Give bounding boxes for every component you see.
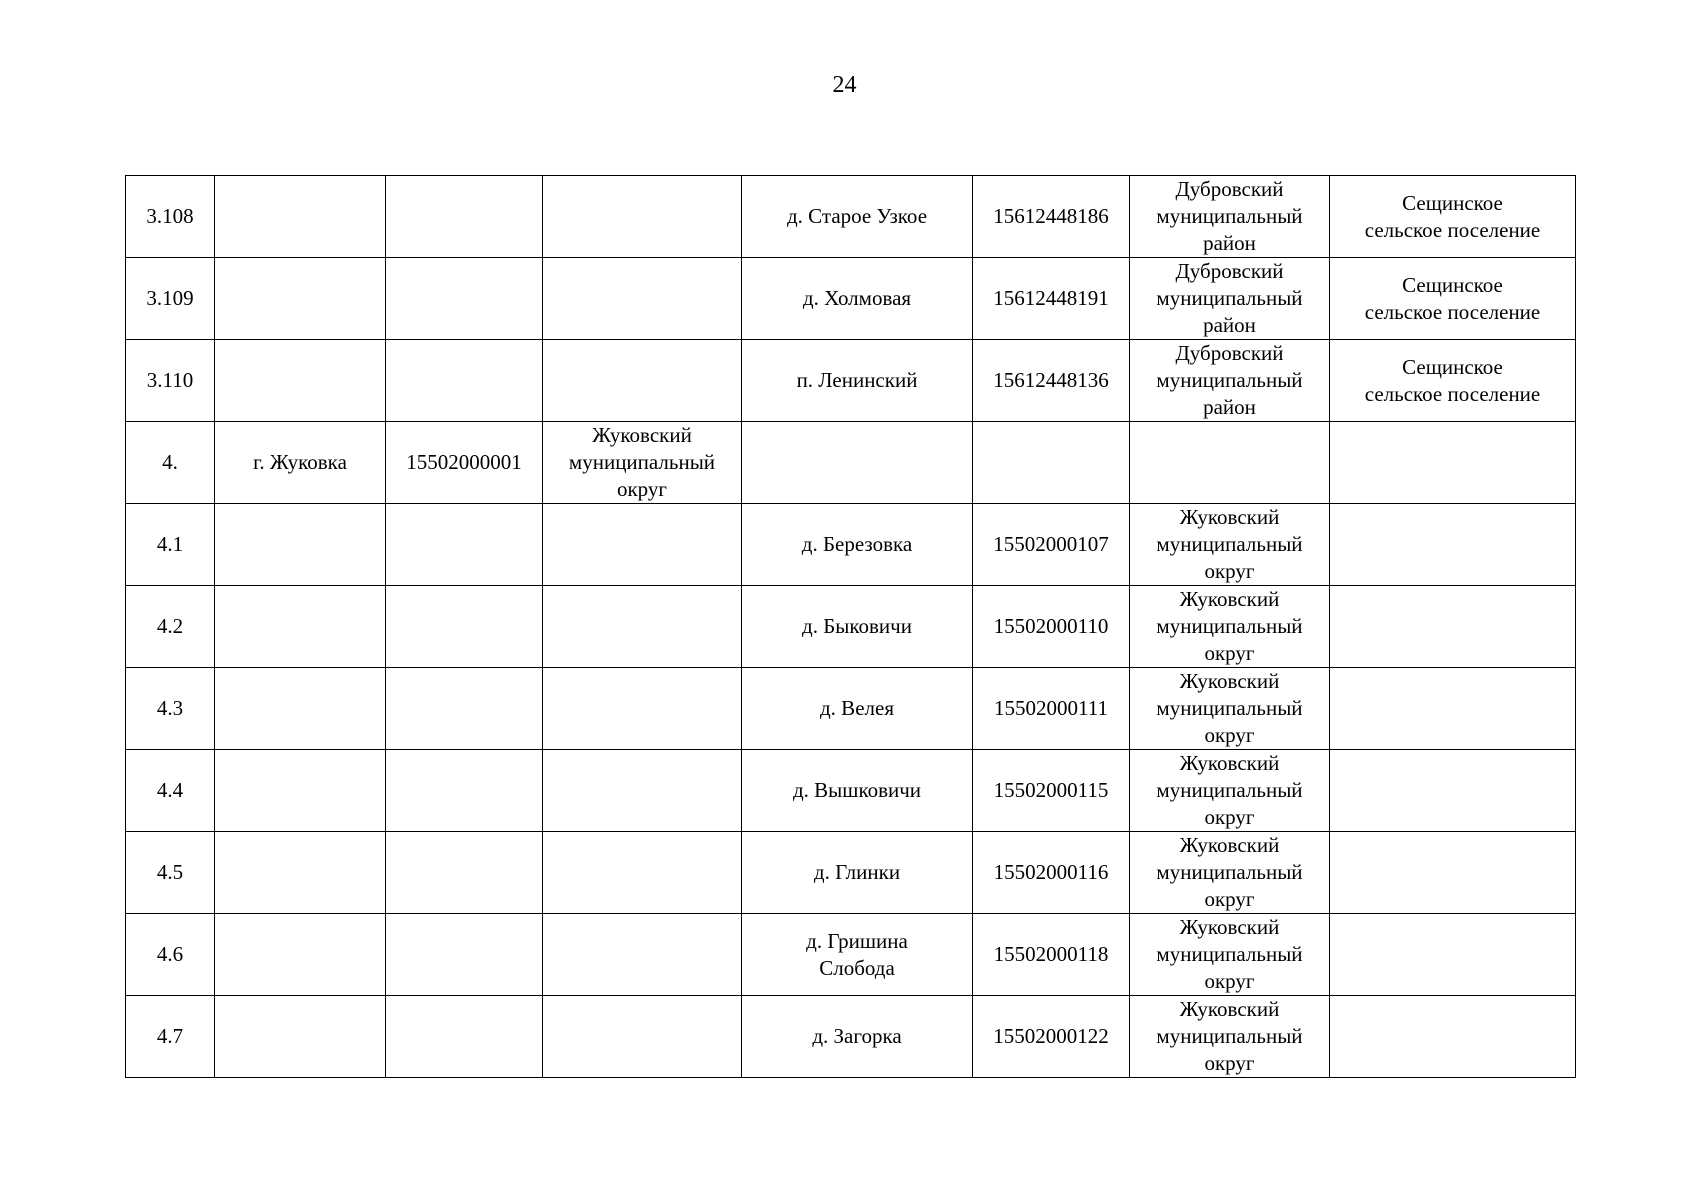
city-oktmo-cell: [386, 586, 543, 668]
rural-settlement-cell: [1330, 340, 1576, 422]
table-row: [126, 750, 1576, 832]
row-number-cell-text: 4.2: [156, 614, 184, 638]
municipality-cell: [1130, 832, 1330, 914]
city-municipality-cell: [543, 750, 742, 832]
city-municipality-cell: [543, 586, 742, 668]
city-oktmo-cell: [386, 832, 543, 914]
municipality-cell-text: Жуковский муниципальный округ: [1156, 669, 1303, 747]
city-municipality-cell: [543, 668, 742, 750]
rural-settlement-cell: [1330, 996, 1576, 1078]
oktmo-code-cell: [973, 258, 1130, 340]
municipality-cell-text: Жуковский муниципальный округ: [1156, 833, 1303, 911]
page-number: 24: [832, 72, 857, 98]
settlement-cell: [742, 422, 973, 504]
row-number-cell: [126, 176, 215, 258]
municipality-cell-text: Жуковский муниципальный округ: [1156, 505, 1303, 583]
settlement-cell: [742, 832, 973, 914]
settlement-cell-text: д. Вышковичи: [792, 778, 922, 802]
city-cell: [215, 422, 386, 504]
rural-settlement-cell: [1330, 422, 1576, 504]
table-row: [126, 176, 1576, 258]
municipality-cell-text: Дубровский муниципальный район: [1156, 341, 1303, 419]
settlement-cell: [742, 586, 973, 668]
oktmo-code-cell-text: 15502000122: [993, 1024, 1109, 1048]
row-number-cell: [126, 422, 215, 504]
row-number-cell-text: 4.: [162, 450, 178, 474]
city-cell: [215, 914, 386, 996]
oktmo-code-cell-text: 15612448186: [993, 204, 1109, 228]
oktmo-code-cell: [973, 422, 1130, 504]
table-row: [126, 422, 1576, 504]
settlement-cell-text: д. Велея: [820, 696, 894, 720]
oktmo-code-cell: [973, 914, 1130, 996]
city-cell: [215, 750, 386, 832]
oktmo-code-cell: [973, 176, 1130, 258]
settlement-cell: [742, 914, 973, 996]
table-row: [126, 668, 1576, 750]
city-oktmo-cell: [386, 422, 543, 504]
settlement-cell-text: д. Гришина Слобода: [806, 928, 908, 980]
row-number-cell-text: 4.7: [156, 1024, 184, 1048]
oktmo-code-cell: [973, 340, 1130, 422]
row-number-cell: [126, 668, 215, 750]
row-number-cell-text: 4.5: [156, 860, 184, 884]
settlement-cell-text: д. Старое Узкое: [786, 204, 928, 228]
municipality-cell: [1130, 914, 1330, 996]
settlement-cell: [742, 750, 973, 832]
settlement-cell: [742, 996, 973, 1078]
rural-settlement-cell-text: Сещинское сельское поселение: [1364, 190, 1541, 242]
oktmo-code-cell: [973, 668, 1130, 750]
city-cell: [215, 586, 386, 668]
rural-settlement-cell: [1330, 914, 1576, 996]
city-oktmo-cell: [386, 996, 543, 1078]
city-oktmo-cell: [386, 176, 543, 258]
settlement-cell: [742, 258, 973, 340]
municipality-cell: [1130, 340, 1330, 422]
city-cell: [215, 668, 386, 750]
settlement-cell-text: д. Глинки: [813, 860, 901, 884]
row-number-cell-text: 4.4: [156, 778, 184, 802]
row-number-cell: [126, 914, 215, 996]
rural-settlement-cell-text: Сещинское сельское поселение: [1364, 272, 1541, 324]
city-cell: [215, 340, 386, 422]
settlement-cell-text: п. Ленинский: [796, 368, 918, 392]
city-municipality-cell: [543, 258, 742, 340]
rural-settlement-cell: [1330, 176, 1576, 258]
row-number-cell-text: 4.6: [156, 942, 184, 966]
city-municipality-cell-text: Жуковский муниципальный округ: [568, 423, 716, 501]
city-municipality-cell: [543, 176, 742, 258]
row-number-cell-text: 4.3: [156, 696, 184, 720]
city-cell: [215, 832, 386, 914]
municipality-cell-text: Жуковский муниципальный округ: [1156, 587, 1303, 665]
row-number-cell-text: 3.110: [146, 368, 194, 392]
city-municipality-cell: [543, 504, 742, 586]
table-body: [126, 176, 1576, 1078]
oktmo-code-cell: [973, 504, 1130, 586]
city-oktmo-cell: [386, 258, 543, 340]
settlement-cell: [742, 340, 973, 422]
municipality-cell: [1130, 586, 1330, 668]
row-number-cell: [126, 750, 215, 832]
city-cell: [215, 258, 386, 340]
settlement-cell: [742, 176, 973, 258]
city-cell: [215, 504, 386, 586]
city-municipality-cell: [543, 832, 742, 914]
settlement-cell-text: д. Холмовая: [802, 286, 912, 310]
settlement-cell: [742, 504, 973, 586]
municipality-cell: [1130, 422, 1330, 504]
oktmo-code-cell-text: 15612448191: [993, 286, 1109, 310]
municipality-cell-text: Дубровский муниципальный район: [1156, 177, 1303, 255]
municipality-cell-text: Жуковский муниципальный округ: [1156, 751, 1303, 829]
city-cell: [215, 996, 386, 1078]
rural-settlement-cell: [1330, 504, 1576, 586]
table-row: [126, 504, 1576, 586]
oktmo-code-cell-text: 15502000116: [993, 860, 1109, 884]
city-municipality-cell: [543, 996, 742, 1078]
oktmo-code-cell: [973, 996, 1130, 1078]
oktmo-code-cell-text: 15502000110: [993, 614, 1109, 638]
row-number-cell: [126, 340, 215, 422]
city-cell-text: г. Жуковка: [253, 450, 347, 474]
municipality-cell-text: Жуковский муниципальный округ: [1156, 997, 1303, 1075]
oktmo-code-cell-text: 15612448136: [993, 368, 1109, 392]
settlements-table: [125, 175, 1576, 1078]
settlement-cell-text: д. Быковичи: [802, 614, 912, 638]
oktmo-code-cell-text: 15502000111: [994, 696, 1108, 720]
city-oktmo-cell: [386, 340, 543, 422]
municipality-cell: [1130, 176, 1330, 258]
table-row: [126, 832, 1576, 914]
municipality-cell: [1130, 750, 1330, 832]
table-row: [126, 258, 1576, 340]
city-cell: [215, 176, 386, 258]
table-row: [126, 340, 1576, 422]
row-number-cell: [126, 832, 215, 914]
oktmo-code-cell-text: 15502000115: [993, 778, 1109, 802]
municipality-cell: [1130, 668, 1330, 750]
municipality-cell: [1130, 504, 1330, 586]
rural-settlement-cell: [1330, 668, 1576, 750]
settlement-cell-text: д. Загорка: [812, 1024, 902, 1048]
oktmo-code-cell: [973, 832, 1130, 914]
row-number-cell-text: 4.1: [156, 532, 184, 556]
row-number-cell: [126, 586, 215, 668]
oktmo-code-cell-text: 15502000118: [993, 942, 1109, 966]
settlement-cell-text: д. Березовка: [801, 532, 913, 556]
municipality-cell-text: Жуковский муниципальный округ: [1156, 915, 1303, 993]
rural-settlement-cell: [1330, 586, 1576, 668]
city-oktmo-cell: [386, 504, 543, 586]
oktmo-code-cell: [973, 586, 1130, 668]
table-row: [126, 586, 1576, 668]
city-oktmo-cell: [386, 914, 543, 996]
oktmo-code-cell: [973, 750, 1130, 832]
city-municipality-cell: [543, 422, 742, 504]
city-municipality-cell: [543, 914, 742, 996]
settlement-cell: [742, 668, 973, 750]
city-oktmo-cell: [386, 668, 543, 750]
rural-settlement-cell-text: Сещинское сельское поселение: [1364, 354, 1541, 406]
rural-settlement-cell: [1330, 832, 1576, 914]
rural-settlement-cell: [1330, 750, 1576, 832]
municipality-cell: [1130, 258, 1330, 340]
city-municipality-cell: [543, 340, 742, 422]
municipality-cell: [1130, 996, 1330, 1078]
city-oktmo-cell-text: 15502000001: [406, 450, 522, 474]
row-number-cell: [126, 996, 215, 1078]
table-row: [126, 996, 1576, 1078]
row-number-cell-text: 3.108: [146, 204, 194, 228]
municipality-cell-text: Дубровский муниципальный район: [1156, 259, 1303, 337]
row-number-cell: [126, 258, 215, 340]
city-oktmo-cell: [386, 750, 543, 832]
row-number-cell: [126, 504, 215, 586]
row-number-cell-text: 3.109: [146, 286, 194, 310]
oktmo-code-cell-text: 15502000107: [993, 532, 1109, 556]
rural-settlement-cell: [1330, 258, 1576, 340]
table-row: [126, 914, 1576, 996]
